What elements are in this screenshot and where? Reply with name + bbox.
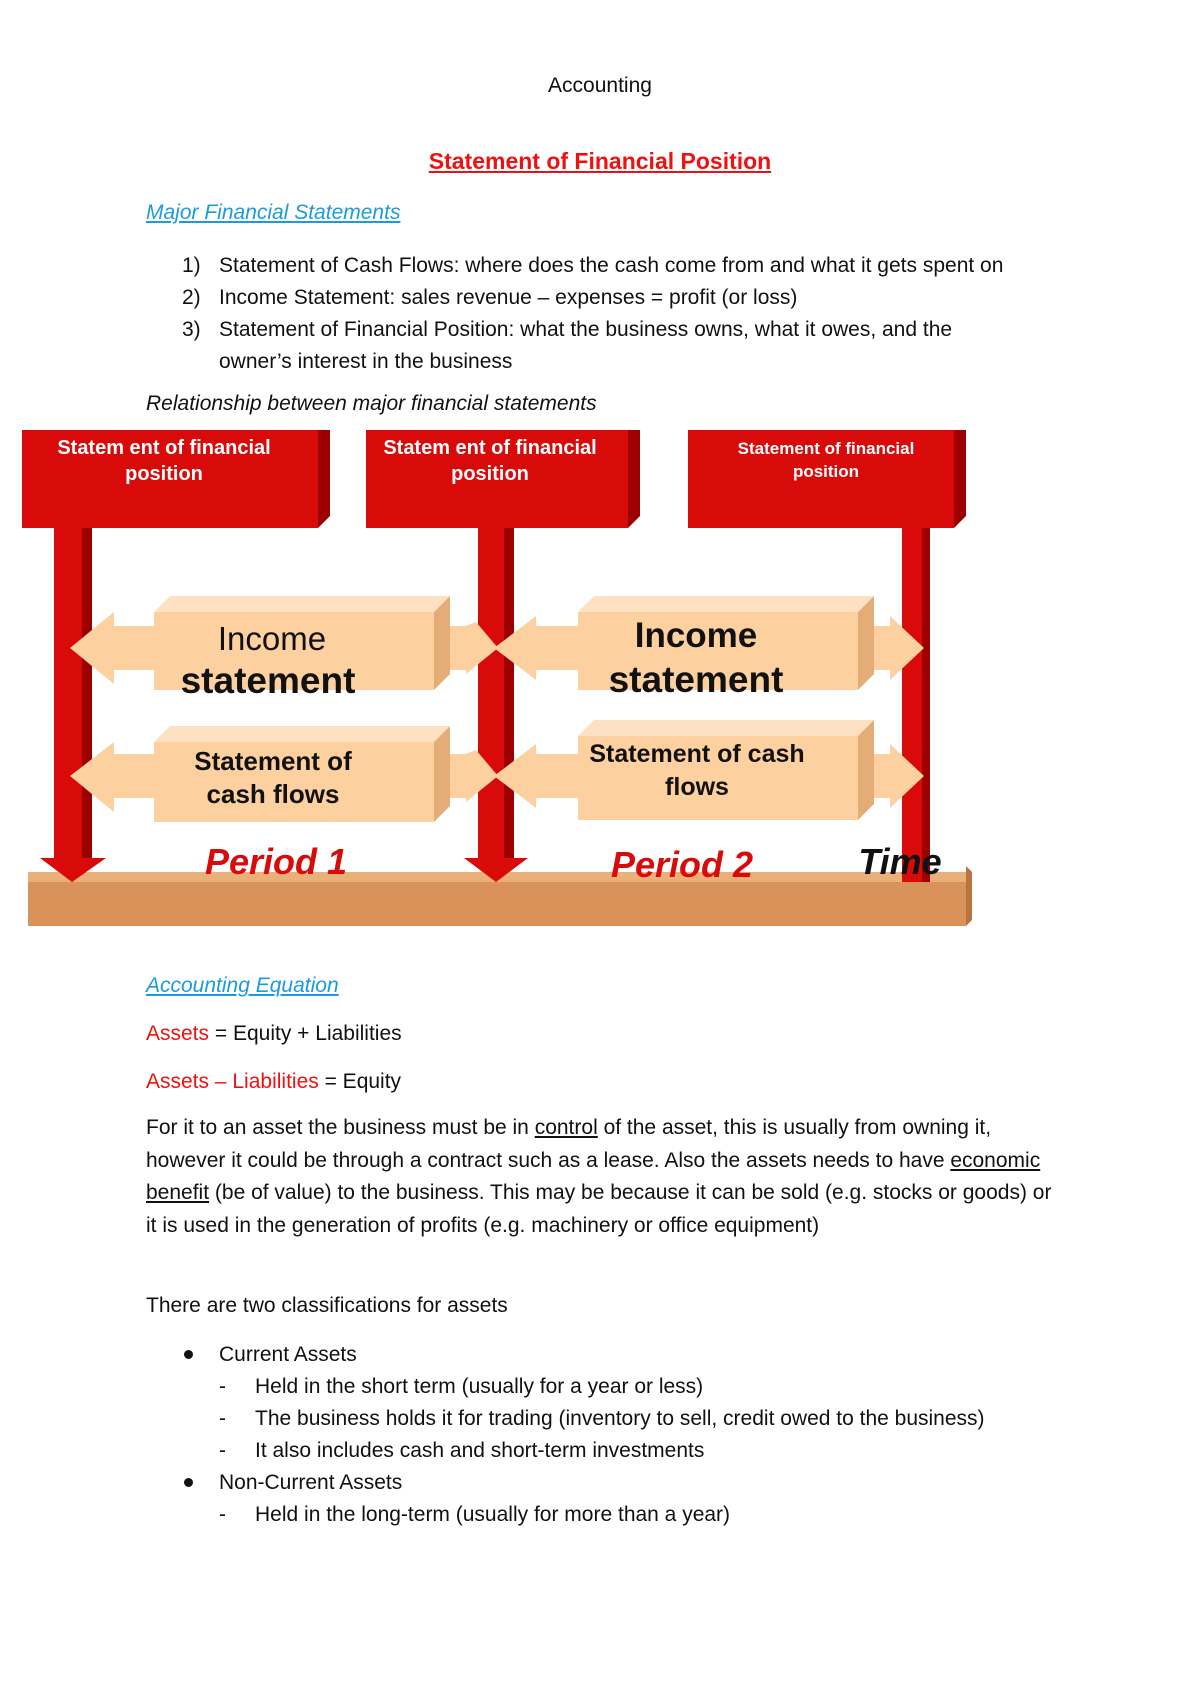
list-item-text: Statement of Cash Flows: where does the cash come from and what it gets spent on: [219, 254, 1004, 277]
list-item: [146, 250, 1066, 282]
dash-icon: -: [219, 1375, 226, 1398]
position-box-1-line1: Statem ent of financial: [57, 437, 271, 459]
dash-icon: -: [219, 1407, 226, 1430]
sub-list: [219, 1499, 1086, 1531]
position-box-3-line2: position: [792, 462, 860, 481]
cash-flows-2: [494, 720, 924, 820]
bullet-icon: [184, 1478, 193, 1487]
list-item-text: Held in the short term (usually for a year or less): [255, 1375, 704, 1398]
list-item: [219, 1403, 1086, 1435]
income-2-line1: Income: [634, 616, 758, 655]
position-box-2-line1: Statem ent of financial: [383, 437, 597, 459]
major-statements-list: [146, 250, 1066, 378]
cash-2-line2: flows: [665, 773, 729, 801]
bullet-icon: [184, 1350, 193, 1359]
classifications-intro: There are two classifications for assets: [146, 1294, 508, 1317]
accounting-equation-heading[interactable]: Accounting Equation: [146, 974, 339, 997]
list-item-text: owner’s interest in the business: [219, 350, 513, 373]
time-base-side: [966, 866, 972, 926]
cash-1-line1: Statement of: [194, 746, 352, 776]
classification-label: Non-Current Assets: [219, 1471, 403, 1494]
list-item-text: Held in the long-term (usually for more than a year): [255, 1503, 731, 1526]
position-box-1-line2: position: [125, 463, 203, 485]
economic-benefit-term: economic benefit: [146, 1148, 1041, 1204]
list-item: [146, 1339, 1086, 1467]
list-item: [219, 1435, 1086, 1467]
red-arrow-right: [902, 526, 930, 882]
equation-2: [146, 1070, 401, 1094]
equation-2-lhs: Assets – Liabilities: [146, 1070, 319, 1093]
position-box-3-line1: Statement of financial: [737, 439, 915, 458]
equation-1-rhs: = Equity + Liabilities: [209, 1022, 402, 1045]
equation-1: [146, 1022, 402, 1046]
list-number: 3): [182, 318, 201, 341]
list-item: [146, 1467, 1086, 1531]
list-number: 2): [182, 286, 201, 309]
diagram-caption: Relationship between major financial statements: [146, 392, 597, 415]
list-number: 1): [182, 254, 201, 277]
list-item-text: It also includes cash and short-term investments: [255, 1439, 705, 1462]
list-item-text: Income Statement: sales revenue – expenses = profit (or loss): [219, 286, 798, 309]
time-base: [28, 882, 966, 926]
dash-icon: -: [219, 1439, 226, 1462]
classification-label: Current Assets: [219, 1343, 357, 1366]
cash-1-line2: cash flows: [206, 779, 340, 809]
cash-2-line1: Statement of cash: [589, 740, 805, 768]
list-item: [146, 282, 1066, 314]
list-item: [219, 1499, 1086, 1531]
income-1-line2: statement: [180, 660, 356, 701]
equation-2-rhs: = Equity: [318, 1070, 402, 1093]
red-arrow-left: [40, 526, 106, 882]
income-2-line2: statement: [608, 659, 784, 700]
control-term: control: [534, 1116, 598, 1139]
financial-statements-diagram: [22, 430, 972, 930]
page-header: Accounting: [548, 74, 652, 97]
asset-definition-paragraph: [146, 1112, 1066, 1242]
time-label: Time: [858, 841, 942, 882]
red-arrow-middle: [464, 526, 528, 882]
list-item: [146, 314, 1066, 378]
paragraph-text: For it to an asset the business must be in: [146, 1116, 535, 1139]
paragraph-text: of the asset, this is usually from owning it, however it could be through a contract such as a lease. Also the assets needs to have: [146, 1116, 992, 1172]
equation-1-lhs: Assets: [146, 1022, 210, 1045]
period-1-label: Period 1: [204, 841, 348, 882]
dash-icon: -: [219, 1503, 226, 1526]
position-box-2-line2: position: [451, 463, 529, 485]
income-1-line1: Income: [217, 620, 327, 657]
major-statements-heading[interactable]: Major Financial Statements: [146, 201, 401, 224]
asset-classifications-list: [146, 1339, 1086, 1531]
list-item-text: The business holds it for trading (inventory to sell, credit owed to the business): [255, 1407, 985, 1430]
document-title: Statement of Financial Position: [428, 148, 772, 174]
period-2-label: Period 2: [610, 844, 754, 885]
paragraph-text: (be of value) to the business. This may be because it can be sold (e.g. stocks or goods) or it is used in the generation of profits (e.g. machinery or office equipment): [146, 1181, 1052, 1237]
list-item: [219, 1371, 1086, 1403]
list-item-text: Statement of Financial Position: what the business owns, what it owes, and the: [219, 318, 953, 341]
sub-list: [219, 1371, 1086, 1467]
